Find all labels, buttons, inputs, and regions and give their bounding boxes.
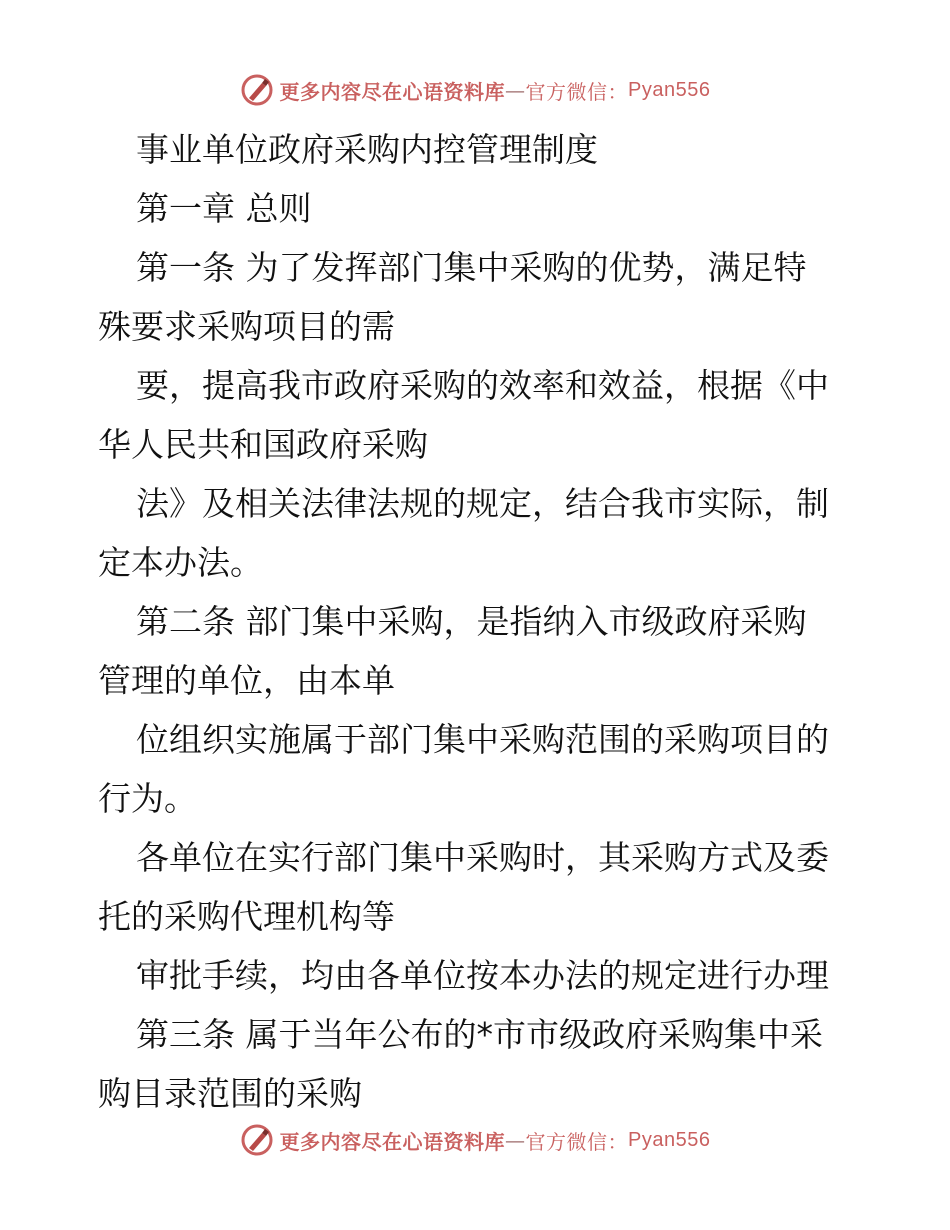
- text-line: 华人民共和国政府采购: [98, 425, 428, 464]
- watermark-sub-text: 官方微信：: [525, 79, 629, 104]
- text-line: 定本办法。: [98, 543, 263, 582]
- text-line: 行为。: [98, 779, 197, 818]
- text-line: 第一条 为了发挥部门集中采购的优势，满足特: [136, 248, 807, 287]
- text-line: 殊要求采购项目的需: [98, 307, 395, 346]
- watermark-dash: —: [505, 1128, 526, 1152]
- text-line: 第二条 部门集中采购，是指纳入市级政府采购: [136, 602, 807, 641]
- text-line: 管理的单位，由本单: [98, 661, 395, 700]
- pen-logo-icon: [240, 1123, 274, 1157]
- watermark-main-text: 更多内容尽在心语资料库: [279, 79, 506, 104]
- watermark-sub-text: 官方微信：: [525, 1129, 629, 1154]
- text-line: 托的采购代理机构等: [98, 897, 395, 936]
- watermark-wechat-id: Pyan556: [628, 78, 711, 101]
- text-line: 位组织实施属于部门集中采购范围的采购项目的: [136, 720, 829, 759]
- watermark-wechat-id: Pyan556: [628, 1128, 711, 1151]
- text-line: 法》及相关法律法规的规定，结合我市实际，制: [136, 484, 829, 523]
- watermark-dash: —: [505, 78, 526, 102]
- text-line: 各单位在实行部门集中采购时，其采购方式及委: [136, 838, 829, 877]
- text-line: 要，提高我市政府采购的效率和效益，根据《中: [136, 366, 829, 405]
- chapter-heading: 第一章 总则: [136, 189, 312, 228]
- watermark-footer: [0, 1120, 950, 1160]
- watermark-main-text: 更多内容尽在心语资料库: [279, 1129, 506, 1154]
- text-line: 购目录范围的采购: [98, 1074, 362, 1113]
- document-title: 事业单位政府采购内控管理制度: [136, 130, 598, 169]
- text-line: 第三条 属于当年公布的*市市级政府采购集中采: [136, 1015, 823, 1054]
- watermark-header: [0, 70, 950, 110]
- pen-logo-icon: [240, 73, 274, 107]
- document-body: [98, 120, 858, 1123]
- text-line: 审批手续，均由各单位按本办法的规定进行办理: [136, 956, 829, 995]
